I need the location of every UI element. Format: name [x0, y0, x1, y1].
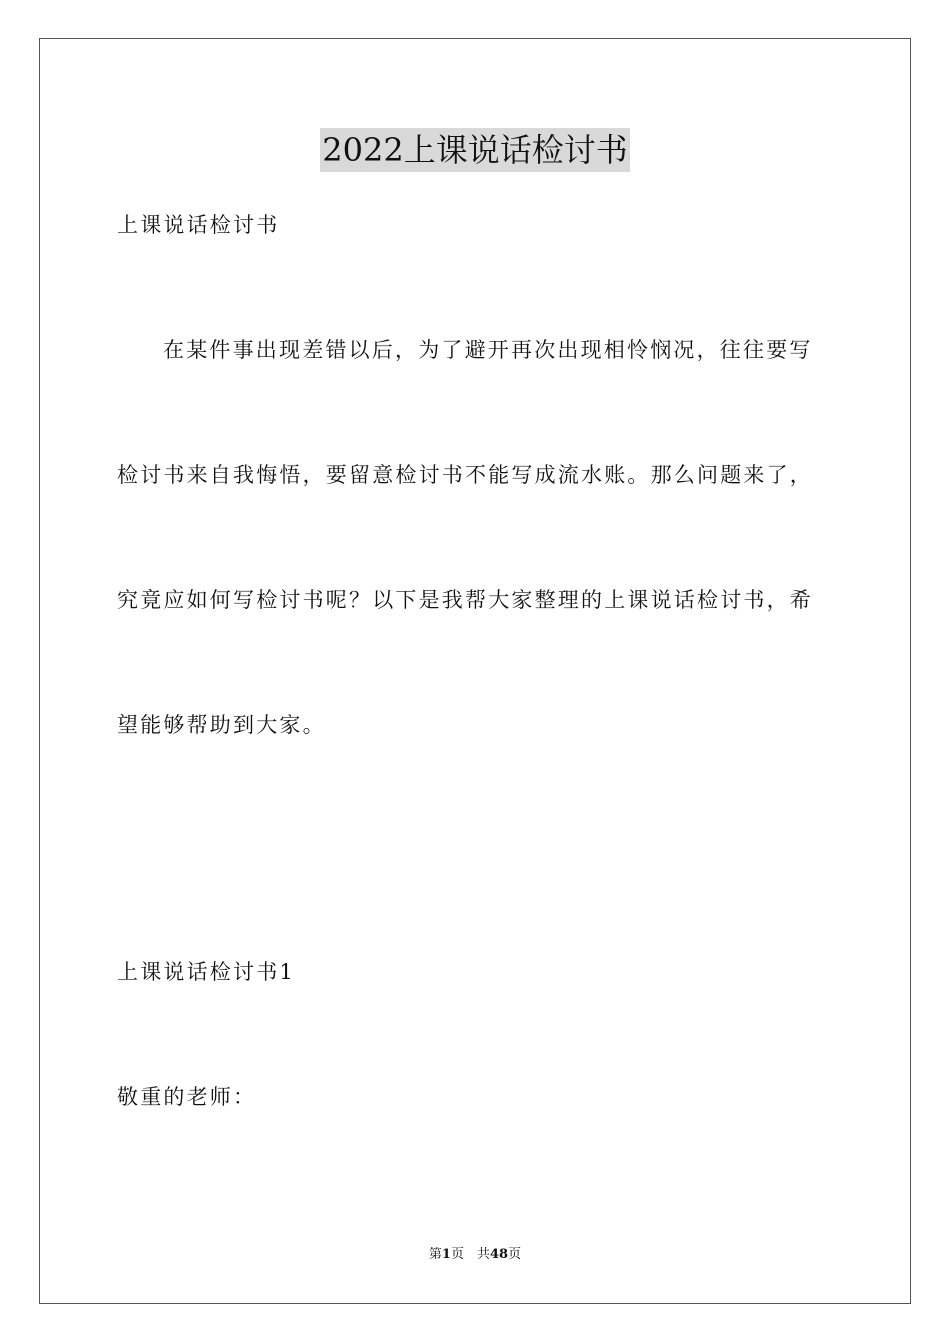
- document-subtitle: 上课说话检讨书: [117, 213, 280, 237]
- footer-page-prefix: 第: [428, 1247, 442, 1262]
- document-title-wrap: [0, 128, 950, 178]
- footer-page-suffix: 页: [508, 1247, 522, 1262]
- section-heading: 上课说话检讨书1: [117, 960, 295, 984]
- intro-line-3: 究竟应如何写检讨书呢？以下是我帮大家整理的上课说话检讨书，希: [117, 588, 813, 612]
- intro-line-4: 望能够帮助到大家。: [117, 713, 326, 737]
- intro-line-1: 在某件事出现差错以后，为了避开再次出现相怜悯况，往往要写: [163, 338, 813, 362]
- page-footer: [0, 1246, 950, 1264]
- footer-page-mid: 页 共: [450, 1247, 490, 1262]
- footer-page-total: 48: [489, 1247, 509, 1262]
- document-title: 2022上课说话检讨书: [320, 128, 629, 172]
- salutation: 敬重的老师：: [117, 1085, 257, 1109]
- intro-line-2: 检讨书来自我悔悟，要留意检讨书不能写成流水账。那么问题来了，: [117, 463, 813, 487]
- footer-page-current: 1: [441, 1247, 451, 1262]
